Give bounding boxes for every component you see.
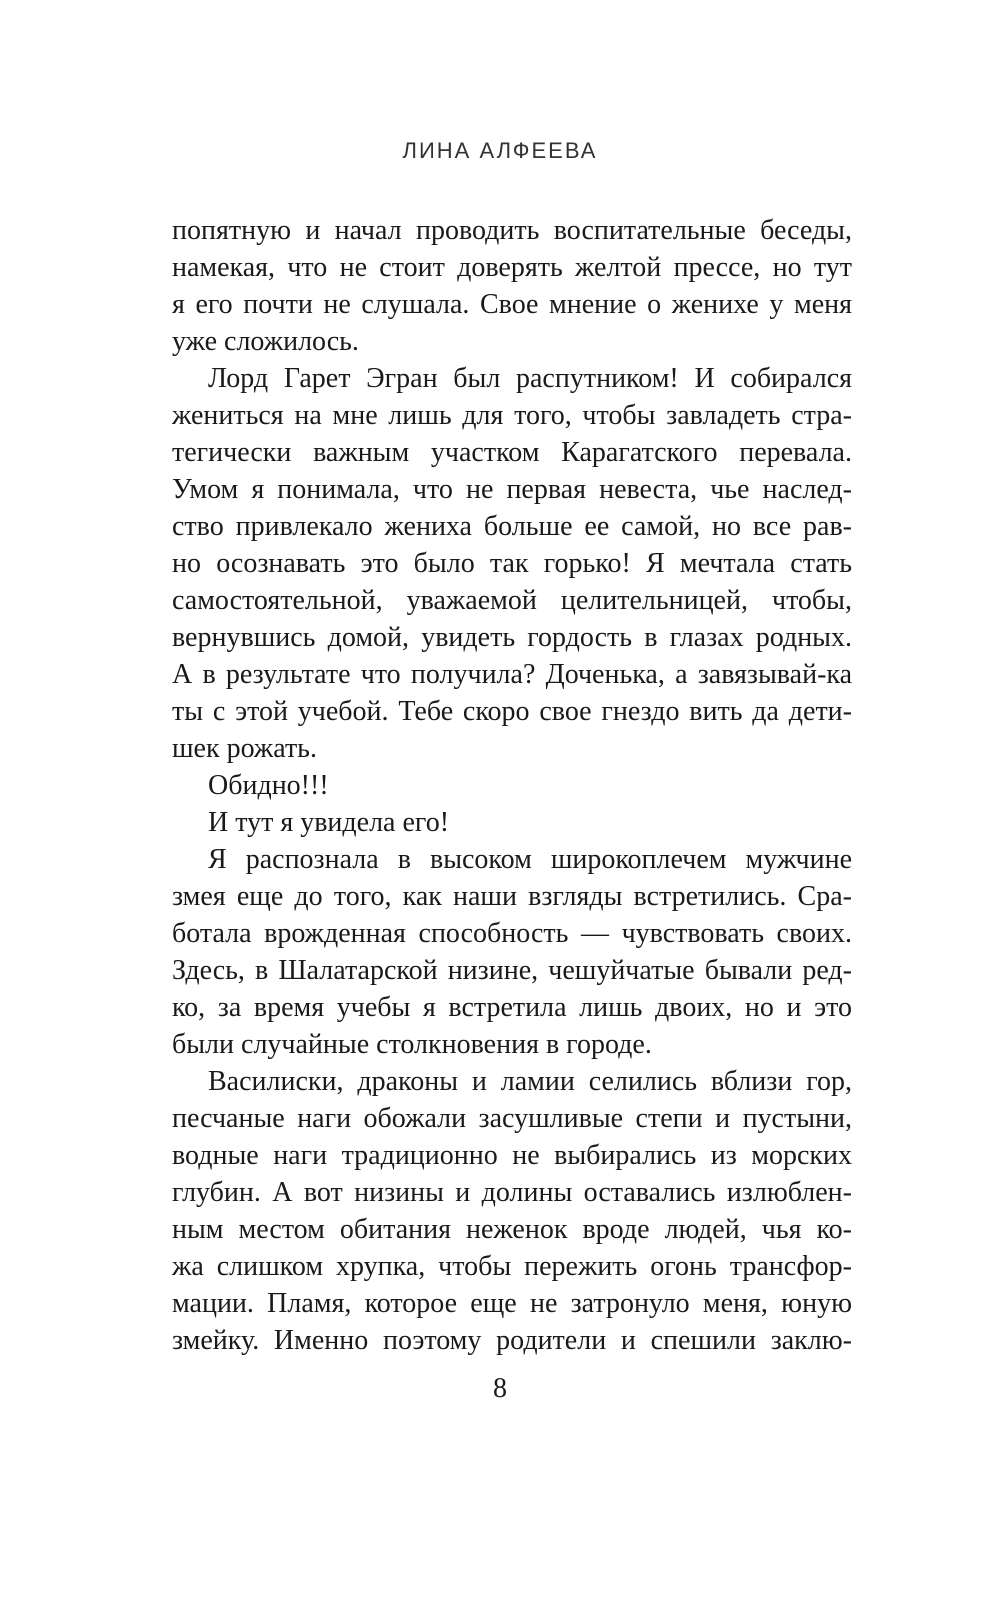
- text-line: Лорд Гарет Эгран был распутником! И собирался: [208, 363, 852, 394]
- text-line: мации. Пламя, которое еще не затронуло меня, юную: [172, 1288, 852, 1319]
- text-line: ство привлекало жениха больше ее самой, но все рав-: [172, 511, 852, 542]
- text-line: шек рожать.: [172, 733, 317, 764]
- text-line: глубин. А вот низины и долины оставались излюблен-: [172, 1177, 852, 1208]
- text-line: А в результате что получила? Доченька, а завязывай-ка: [172, 659, 852, 690]
- text-line: водные наги традиционно не выбирались из морских: [172, 1140, 852, 1171]
- text-line: попятную и начал проводить воспитательные беседы,: [172, 215, 852, 246]
- text-line: Умом я понимала, что не первая невеста, чье наслед-: [172, 474, 852, 505]
- text-line: Здесь, в Шалатарской низине, чешуйчатые бывали ред-: [172, 955, 852, 986]
- text-line: были случайные столкновения в городе.: [172, 1029, 652, 1060]
- text-line: змея еще до того, как наши взгляды встретились. Сра-: [172, 881, 852, 912]
- text-line: самостоятельной, уважаемой целительницей, чтобы,: [172, 585, 852, 616]
- page-number: 8: [493, 1373, 507, 1404]
- running-head: ЛИНА АЛФЕЕВА: [402, 138, 598, 163]
- text-line: ботала врожденная способность — чувствовать своих.: [172, 918, 852, 949]
- text-line: намекая, что не стоит доверять желтой прессе, но тут: [172, 252, 852, 283]
- text-line: ты с этой учебой. Тебе скоро свое гнездо вить да дети-: [172, 696, 852, 727]
- text-line: И тут я увидела его!: [208, 807, 450, 838]
- text-line: жениться на мне лишь для того, чтобы завладеть стра-: [172, 400, 852, 431]
- text-line: Василиски, драконы и ламии селились вблизи гор,: [208, 1066, 852, 1097]
- text-line: змейку. Именно поэтому родители и спешили заклю-: [172, 1325, 852, 1356]
- text-line: Я распознала в высоком широкоплечем мужчине: [208, 844, 852, 875]
- text-line: я его почти не слушала. Свое мнение о женихе у меня: [172, 289, 852, 320]
- text-line: Обидно!!!: [208, 770, 329, 801]
- text-line: вернувшись домой, увидеть гордость в глазах родных.: [172, 622, 852, 653]
- text-line: жа слишком хрупка, чтобы пережить огонь трансфор-: [172, 1251, 852, 1282]
- text-line: ным местом обитания неженок вроде людей, чья ко-: [172, 1214, 852, 1245]
- text-line: уже сложилось.: [172, 326, 359, 357]
- body-text: [172, 212, 852, 1359]
- text-line: но осознавать это было так горько! Я мечтала стать: [172, 548, 852, 579]
- text-line: тегически важным участком Карагатского перевала.: [172, 437, 852, 468]
- text-line: ко, за время учебы я встретила лишь двоих, но и это: [172, 992, 852, 1023]
- text-line: песчаные наги обожали засушливые степи и пустыни,: [172, 1103, 852, 1134]
